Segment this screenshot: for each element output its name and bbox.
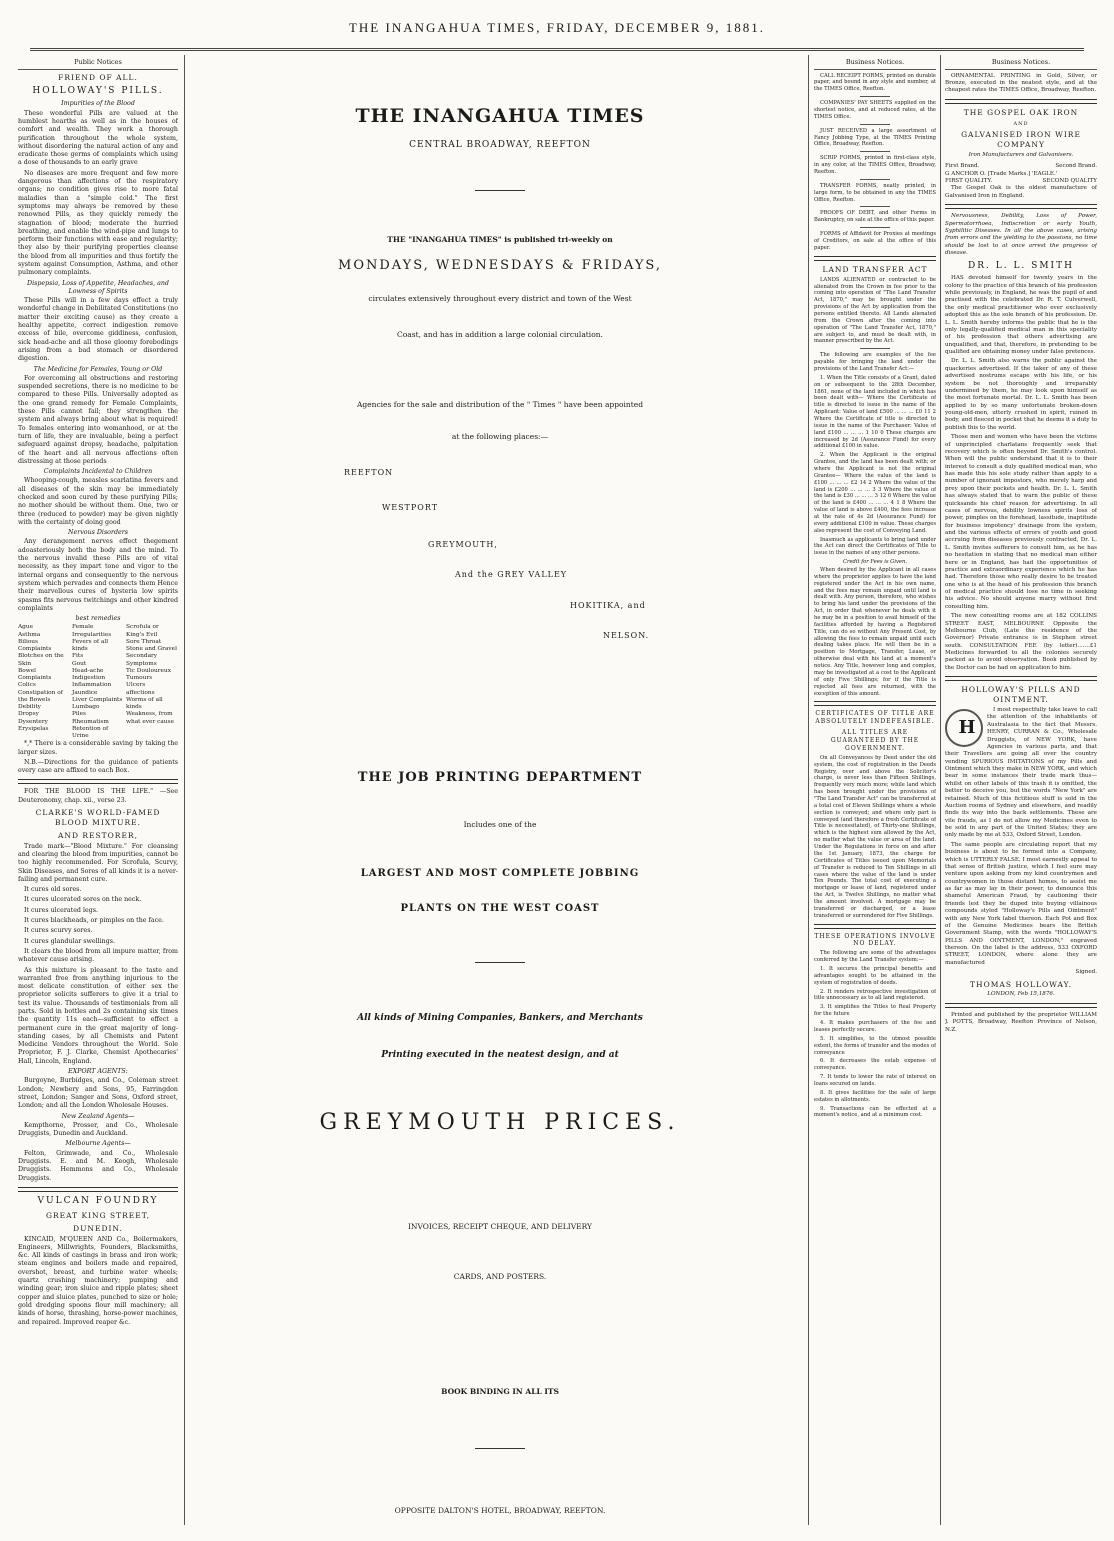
heading: CLARKE'S WORLD-FAMED BLOOD MIXTURE. — [35, 807, 161, 827]
paragraph: For overcoming all obstructions and restoring suspended secretions, there is no medicine to be compared to these Pills. Universally adopted as the one grand remedy for Female Complaints, these Pills cannot fail; they strengthen the system and always bring about what is required! To females entering into womanhood, or at the turn of life, they are invaluable, being a perfect safeguard against dropsy, headache, palpitation of the heart and all nervous affections often distressing at those periods — [18, 374, 178, 465]
remedy-item: Head-ache — [72, 667, 104, 674]
advantage-item: 6. It decreases the estab expense of conveyance. — [814, 1058, 936, 1072]
remedy-item: Blotches on the Skin — [18, 653, 64, 667]
subheading: best remedies — [75, 615, 121, 623]
remedy-item: Inflammation — [72, 682, 112, 689]
remedy-item: Weakness, from what ever cause — [126, 711, 174, 725]
heading: VULCAN FOUNDRY — [37, 1195, 159, 1206]
heading: AND — [1013, 120, 1029, 127]
ornament — [475, 190, 525, 191]
remedy-item: Tumours — [126, 675, 153, 682]
remedy-item: Constipation of the Bowels — [18, 689, 63, 703]
notice: PROOFS OF DEBT, and other Forms in Bankruptcy, on sale at the office of this paper. — [814, 210, 936, 224]
divider — [814, 701, 936, 706]
notice: CALL RECEIPT FORMS, printed on durable paper, and bound in any style and number, at the TIMES Office, Reefton. — [814, 72, 936, 93]
heading: HOLLOWAY'S PILLS AND OINTMENT. — [961, 685, 1081, 705]
remedy-item: Scrofula or King's Evil — [126, 624, 159, 638]
remedy-item: Erysipelas — [18, 725, 49, 732]
paragraph: On all Conveyances by Deed under the old system, the cost of registration in the Deeds Registry, over and above the Solicitor's charge, is never less than Fifteen Shillings, frequently very much more; while land which has been brought under the provisions of "The Land Transfer Act" can be transferred at a total cost of Eleven Shillings where a whole section is conveyed; and where only part is conveyed (and therefore a fresh Certificate of Title is necessitated), of Thirty-one Shillings, which is the highest sum allowed by the Act, no matter what the value or area of the land. Under the Regulations in force on and after the 1st January, 1873, the charge for Certificates of Titles issued upon Memorials of Transfer is reduced to Ten Shillings in all cases where the value of the land is under Ten Pounds. The total cost of executing a mortgage or lease of land, registered under the Act, is Twelve Shillings, no matter what the amount involved. A mortgage may be transferred or discharged, or a lease transferred or surrendered for Five Shillings. — [814, 754, 936, 919]
subheading: EXPORT AGENTS: — [68, 1068, 128, 1076]
advantage-item: 8. It gives facilities for the sale of large estates in allotments. — [814, 1089, 936, 1103]
cure-item: It cures blackheads, or pimples on the face. — [24, 917, 164, 925]
all-kinds-line: All kinds of Mining Companies, Bankers, and Merchants — [357, 1013, 643, 1023]
paragraph: Kempthorne, Prosser, and Co., Wholesale Druggists, Dunedin and Auckland. — [18, 1121, 178, 1138]
remedy-item: Lumbago — [72, 704, 100, 711]
heading: CERTIFICATES OF TITLE ARE ABSOLUTELY INDEFEASIBLE. — [815, 710, 935, 726]
remedy-item: Female Irregularities — [72, 624, 112, 638]
cure-item: It cures old sores. — [24, 886, 82, 894]
paragraph: FOR THE BLOOD IS THE LIFE." —See Deuteronomy, chap. xii., verse 23. — [18, 788, 178, 804]
remedy-item: Fevers of all kinds — [72, 638, 109, 653]
town-reefton: REEFTON — [344, 468, 394, 477]
remedy-item: Gout — [72, 660, 87, 667]
paragraph-text: I most respectfully take leave to call the attention of the inhabitants of Australasia to the fact that Messrs. HENRY, CURRAN & Co., Wholesale Druggists, of NEW YORK, have Agencies in various parts, and that their Travellers are going all over the country vending SPURIOUS IMITATIONS of my Pills and Ointment which they make in NEW YORK, and which bear in some instances their trade mark thus— whilst on other labels of this trash it is omitted, the better to deceive you, but the words "New York" are retained. Much of this fictitious stuff is sold in the Auction rooms of Sydney and elsewhere, and readily finds its way into the back settlements. These are vile frauds, as I do not allow my Medicines even to be sold in any part of the United States; they are only made by me at 533, Oxford Street, London. — [945, 707, 1097, 839]
remedy-item: Debility — [18, 704, 41, 711]
town-westport: WESTPORT — [382, 503, 439, 512]
cure-item: It cures glandular swellings. — [24, 937, 116, 945]
cards-line: CARDS, AND POSTERS. — [453, 1272, 547, 1281]
paragraph: Felton, Grimwade, and Co., Wholesale Druggists. E. and M. Keogh, Wholesale Druggists. Hemmons and Co., Wholesale Druggists. — [18, 1149, 178, 1182]
ornament — [475, 1448, 525, 1449]
town-greymouth: GREYMOUTH, — [428, 540, 498, 549]
imprint: Printed and published by the proprietor WILLIAM J. POTTS, Broadway, Reefton Province of Nelson, N.Z. — [945, 1011, 1097, 1033]
prices-line: GREYMOUTH PRICES. — [319, 1110, 681, 1135]
town-nelson: NELSON. — [603, 631, 650, 640]
printing-line: Printing executed in the neatest design, and at — [381, 1050, 619, 1060]
remedy-item: Liver Complaints — [72, 696, 123, 703]
bookbinding-line: BOOK BINDING IN ALL ITS — [441, 1387, 559, 1396]
heading: GALVANISED IRON WIRE COMPANY — [961, 130, 1081, 150]
first-brand: First Brand. — [945, 163, 980, 170]
signature-name: THOMAS HOLLOWAY. — [970, 979, 1072, 989]
paragraph: The following are some of the advantages conferred by the Land Transfer system:— — [814, 950, 936, 964]
heading: DR. L. L. SMITH — [968, 261, 1074, 272]
includes-line: Includes one of the — [463, 820, 537, 829]
paper-address: CENTRAL BROADWAY, REEFTON — [409, 140, 591, 150]
remedy-item: Stone and Gravel — [126, 646, 177, 653]
first-quality: FIRST QUALITY. — [945, 178, 993, 185]
divider — [814, 256, 936, 261]
paragraph: Trade mark—"Blood Mixture." For cleansing and clearing the blood from impurities, cannot be too highly recommended. For Scrofula, Scurvy, Skin Diseases, and Sores of all kinds it is a never-failing and permanent cure. — [18, 842, 178, 883]
column-business-notices — [814, 58, 936, 1528]
advantage-item: 9. Transactions can be effected at a moment's notice, and at a minimum cost. — [814, 1105, 936, 1119]
divider — [945, 1003, 1097, 1008]
remedy-item: Bowel Complaints — [18, 667, 52, 682]
masthead: THE INANGAHUA TIMES, FRIDAY, DECEMBER 9, 1881. — [348, 20, 766, 35]
heading: THE GOSPEL OAK IRON — [963, 107, 1079, 117]
paragraph: As this mixture is pleasant to the taste and warranted free from anything injurious to the most delicate constitution of either sex the proprietor solicits sufferers to give it a trial to test its value. Thousands of testimonials from all parts. Sold in bottles and 2s containing six times the quantity 11s each—sufficient to effect a permanent cure in the great majority of long-standing cases, by all Chemists and Patent Medicine Vendors throughout the World. Sole Proprietor, F. J. Clarke, Chemist Apothecaries' Hall, Lincoln, England. — [18, 966, 178, 1065]
town-hokitika: HOKITIKA, and — [570, 601, 646, 610]
subheading: Credit for Fees is Given. — [843, 559, 907, 566]
days-line: MONDAYS, WEDNESDAYS & FRIDAYS, — [338, 258, 662, 273]
subheading: New Zealand Agents— — [61, 1112, 135, 1120]
remedy-item: Worms of all kinds — [126, 696, 163, 711]
column-divider — [940, 55, 941, 1525]
trademark-stamp-icon: H — [945, 709, 983, 747]
notice: FORMS of Affidavit for Proxies at meetings of Creditors, on sale at the office of this paper. — [814, 231, 936, 251]
quality-row — [945, 178, 1097, 185]
paragraph: Whooping-cough, measles scarlatina fevers and all diseases of the skin may be immediately checked and soon cured by these purifying Pills; no mother should be without them. One, two or three (reduced to powder) may be given nightly with the certainty of doing good — [18, 477, 178, 526]
paragraph: Nervousness, Debility, Loss of Power, Spermatorrhoea, Indiscretion or early Youth, Syphilitic Diseases. In all the above cases, arising from errors and the yielding to the passions, no time should be lost to at once arrest the progress of disease. — [945, 213, 1097, 257]
column-business-notices-2 — [945, 58, 1097, 1528]
remedies-list — [18, 624, 178, 740]
column-public-notices — [18, 58, 178, 1528]
column-divider — [184, 55, 185, 1525]
plants-line: PLANTS ON THE WEST COAST — [400, 903, 600, 914]
paragraph: These Pills will in a few days effect a truly wonderful change in Debilitated Constitutions (no matter their exciting cause) as they create a healthy appetite, correct indigestion remove excess of bile, overcome giddiness, confusion, sick head-ache and all those gloomy forebodings arising from a bad stomach or disordered digestion. — [18, 297, 178, 363]
heading: LAND TRANSFER ACT — [822, 264, 928, 274]
circulates-line: circulates extensively throughout every district and town of the West — [368, 294, 632, 303]
subheading: Melbourne Agents— — [65, 1140, 131, 1148]
remedy-item: Dysentery — [18, 718, 48, 725]
top-rule — [30, 48, 1084, 49]
heading: HOLLOWAY'S PILLS. — [32, 86, 164, 97]
heading: FRIEND OF ALL. — [58, 72, 138, 82]
column-header: Business Notices. — [945, 58, 1097, 70]
paragraph: The new consulting rooms are at 182 COLLINS STREET EAST, MELBOURNE Opposite the Melbourne Club, (Late the residence of the Governor) Private entrance is in Stephen street south. CONSULTATION FEE (by letter).......£1 Medicines forwarded to all the colonies securely packed as to avoid observation. Book published by the Doctor can be had on application to him. — [945, 613, 1097, 671]
remedy-item: Rheumatism — [72, 718, 109, 725]
divider — [814, 924, 936, 929]
cure-item: It cures scurvy sores. — [24, 927, 93, 935]
remedy-item: Jaundice — [72, 689, 98, 696]
paper-title: THE INANGAHUA TIMES — [355, 105, 645, 127]
divider — [18, 779, 178, 784]
cure-item: It cures ulcerated sores on the neck. — [24, 896, 142, 904]
paragraph: The following are examples of the fee payable for bringing the land under the provisions of the Land Transfer Act:— — [814, 352, 936, 372]
column-header: Business Notices. — [814, 58, 936, 70]
notice: JUST RECEIVED a large assortment of Fancy Jobbing Type, at the TIMES Printing Office, Broadway, Reefton. — [814, 127, 936, 148]
coast-line: Coast, and has in addition a large colonial circulation. — [397, 330, 603, 339]
subheading: Dispepsia, Loss of Appetite, Headaches, and Lowness of Spirits — [27, 279, 169, 295]
paragraph: When desired by the Applicant in all cases where the proprietor applies to have the land registered under the Act in his own name, and the fees may remain unpaid until land is dealt with. Any person, therefore, who wishes to bring his land under the provisions of the Act, in order that whenever he deals with it he may be in a position to avail himself of the facilities afforded by having a Registered Title, can do so without Any Present Cost, by allowing the fees to remain unpaid until such dealing takes place. He will then be in a position to Mortgage, Transfer, Lease, or otherwise deal with his land at a moment's notice. Any Title, however long and complex, may be investigated at a cost to the Applicant of only Five Shillings; for if the Title is rejected all fees are returned, with the exception of this amount. — [814, 567, 936, 697]
places-line: at the following places:— — [451, 432, 549, 441]
heading: AND RESTORER, — [58, 830, 138, 840]
signed: Signed. — [1075, 969, 1097, 976]
notice: TRANSFER FORMS, neatly printed, in large form, to be obtained in any the TIMES Office, Reefton. — [814, 182, 936, 203]
remedy-item: Ulcers — [126, 682, 146, 689]
paragraph: The Gospel Oak is the oldest manufacture of Galvanised Iron in England. — [945, 185, 1097, 199]
agencies-line: Agencies for the sale and distribution of the " Times " have been appointed — [356, 400, 644, 409]
remedy-item: Indigestion — [72, 675, 106, 682]
paragraph: These wonderful Pills are valued at the humblest hearths as well as in the houses of comfort and wealth. They work a thorough purification throughout the whole system, without disordering the natural action of any and eradicate those germs of complaints which using a dose of thousands to an early grave — [18, 109, 178, 167]
notice: SCRIP FORMS, printed in first-class style, in any color, at the TIMES Office, Broadway, Reefton. — [814, 155, 936, 176]
remedies-column — [126, 624, 178, 740]
notice: COMPANIES' PAY SHEETS supplied on the shortest notice, and at reduced rates, at the TIMES Office. — [814, 100, 936, 120]
remedy-item: Piles — [72, 711, 87, 718]
paragraph: N.B.—Directions for the guidance of patients every case are affixed to each Box. — [18, 758, 178, 775]
remedy-item: Asthma — [18, 631, 41, 638]
largest-line: LARGEST AND MOST COMPLETE JOBBING — [360, 868, 640, 879]
advantages-list — [814, 966, 936, 1119]
subheading: The Medicine for Females, Young or Old — [33, 365, 163, 373]
advantage-item: 7. It tends to lower the rate of interest on loans secured on lands. — [814, 1074, 936, 1087]
signature-date: LONDON, Feb 15,1876. — [987, 991, 1055, 998]
paragraph: Dr. L. L. Smith also warns the public against the quackeries advertised. If the taker of any of these advertised nostrums escape with his life, or his system be not thoroughly and irreparably undermined by them, he may look upon himself as the most fortunate mortal. Dr. L. L. Smith has been applied to by so many unfortunate broken-down young-old-men, utterly crushed in spirit, ruined in body, and fleeced in pocket that he deems it a duty to publish this to the world. — [945, 358, 1097, 431]
paragraph: The same people are circulating report that my business is about to be formed into a Company, which is UTTERLY FALSE. I most earnestly appeal to that sense of British justice, which I feel sure may venture upon asking from my kind countrymen and countrywomen in those distant homes, to assist me as far as may lay in their power, to denounce this shameful American Fraud, by cautioning their friends lest they be duped into buying villainous compounds styled "Holloway's Pills and Ointment" with any New York label thereon. Each Pot and Box of the Genuine Medicines bears the British Government Stamp, with the words "HOLLOWAY'S PILLS AND OINTMENT, LONDON," engraved thereon. On the label is the address, 533 OXFORD STREET, LONDON, where alone they are manufactured — [945, 841, 1097, 966]
remedy-item: Bilious Complaints — [18, 638, 52, 653]
divider — [945, 204, 1097, 209]
remedies-column — [72, 624, 124, 740]
notice: ORNAMENTAL PRINTING in Gold, Silver, or Bronze, executed in the neatest style, and at the cheapest rates the TIMES Office, Broadway, Reefton. — [945, 72, 1097, 94]
paragraph: 2. When the Applicant is the original Grantee, and the land has been dealt with; or where the Applicant is not the original Grantee— Where the value of the land is £100 ... ... ... £2 14 2 Where the value of the land is £200 ... ... ... 3 3 Where the value of the land is £30 ... ... ... 3 12 6 Where the value of the land is £400 ... ... ... 4 1 8 Where the value of land is above £400, the fees increase at the rate of 4s 2d (Assurance Fund) for every additional £100 in value. These charges also represent the cost of Conveying Land. — [814, 452, 936, 534]
cures-list — [18, 886, 178, 964]
heading: ALL TITLES ARE GUARANTEED BY THE GOVERNMENT. — [830, 729, 920, 752]
remedy-item: Dropsy — [18, 711, 39, 718]
paragraph: KINCAID, M'QUEEN AND Co., Boilermakers, Engineers, Millwrights, Founders, Blacksmiths, &c. All kinds of castings in brass and iron work; steam engines and boilers made and repaired, overshot, breast, and turbine water wheels; quartz crushing machinery; pumping and winding gear; iron sluice and ripple plates; sheet copper and sluice plates, punched to size or hole; gold dredging spoons flour mill machinery; all kinds of horse, thrashing, horse-power machines, and repaired. Improved reaper &c. — [18, 1235, 178, 1326]
divider — [945, 99, 1097, 104]
advantage-item: 5. It simplifies, to the utmost possible extent, the forms of transfer and the modes of conveyance — [814, 1035, 936, 1056]
divider — [945, 676, 1097, 681]
invoices-line: INVOICES, RECEIPT CHEQUE, AND DELIVERY — [407, 1222, 593, 1231]
paragraph: HAS devoted himself for twenty years in the colony to the practice of this branch of his profession while previously, in England, he was the pupil of and practised with the celebrated Dr. R. T. Culverwell, the only medical practitioner who ever exclusively adopted this as the sole branch of his profession. Dr. L. L. Smith hereby informs the public that he is the only legally-qualified medical man in this speciality of his profession that others advertising are unqualified, and that, therefore, in pretending to be qualified are obtaining money under false pretences. — [945, 275, 1097, 356]
paragraph: No diseases are more frequent and few more dangerous than affections of the respiratory organs; no condition gives rise to more fatal maladies than a "simple cold." The first symptoms may always be removed by these renowned Pills, as they quickly remedy the stagnation of blood; moderate the hurried breathing, and enable the wind-pipe and lungs to perform their functions with ease and regularity; they also by their purifying properties cleanse the blood from all impurities and thus fortify the system against Consumption, Asthma, and other pulmonary complaints. — [18, 169, 178, 277]
subheading: Complaints Incidental to Children — [43, 468, 153, 476]
published-line: THE "INANGAHUA TIMES" is published tri-weekly on — [387, 235, 613, 244]
remedies-column — [18, 624, 70, 740]
second-quality: SECOND QUALITY — [1042, 178, 1097, 185]
paragraph — [945, 707, 1097, 840]
ornament — [475, 962, 525, 963]
advantage-item: 1. It secures the principal benefits and advantages sought to be attained in the system of registration of deeds. — [814, 966, 936, 986]
opposite-line: OPPOSITE DALTON'S HOTEL, BROADWAY, REEFTON. — [394, 1506, 606, 1515]
paragraph: LANDS ALIENATED or contracted to be alienated from the Crown in fee prior to the coming into operation of "The Land Transfer Act, 1870," may be brought under the provisions of the Act by application from the persons entitled thereto. All Lands alienated from the Crown after the coming into operation of "The Land Transfer Act, 1870," are subject to, and must be dealt with, in manner prescribed by the Act. — [814, 276, 936, 345]
heading: DUNEDIN. — [73, 1223, 123, 1233]
top-rule-2 — [30, 50, 1084, 51]
remedy-item: Ague — [18, 624, 34, 631]
remedy-item: Fits — [72, 653, 84, 660]
subheading: Impurities of the Blood — [61, 100, 135, 108]
second-brand: Second Brand. — [1055, 163, 1097, 170]
heading: GREAT KING STREET, — [45, 1210, 151, 1220]
column-header: Public Notices — [18, 58, 178, 70]
remedy-item: Secondary Symptoms — [126, 653, 158, 667]
advantage-item: 3. It simplifies the Titles to Real Property for the future — [814, 1004, 936, 1018]
paragraph: 1. When the Title consists of a Grant, dated on or subsequent to the 28th December, 1861, none of the land included in which has been dealt with— Where the Certificate of title is directed to issue in the name of the Applicant: Value of land £500 ... ... ... £0 11 2 Where the Certificate of title is directed to issue in the name of the Purchaser: Value of land £100 ... ... ... 1 10 0 These charges are increased by 2d (Assurance Fund) for every additional £100 in value. — [814, 374, 936, 450]
divider — [18, 1187, 178, 1192]
column-divider — [808, 55, 809, 1525]
heading: THESE OPERATIONS INVOLVE NO DELAY. — [814, 932, 936, 948]
paragraph: Any derangement nerves effect thegement adoasteriously both the body and the mind. To the nervous invalid these Pills are of vital necessity, as they impart tone and vigor to the internal organs and consequently to the nervous system which pervades and connects them Hence their marvellous cures of hysteria low spirits spasms fits nervous twitchings and other kindred complaints — [18, 538, 178, 612]
cure-item: It cures ulcerated legs. — [24, 906, 98, 914]
subheading: Iron Manufacturers and Galvanisers. — [968, 151, 1074, 158]
advantage-item: 2. It renders retrospective investigation of title unnecessary as to all land registered. — [814, 988, 936, 1002]
job-printing-heading: THE JOB PRINTING DEPARTMENT — [357, 770, 643, 785]
cure-item: It clears the blood from all impure matter, from whatever cause arising. — [18, 947, 178, 964]
paragraph: *,* There is a considerable saving by taking the larger sizes. — [18, 740, 178, 756]
remedy-item: Colics — [18, 682, 36, 689]
remedy-item: Tic Douloureux — [126, 667, 171, 674]
paragraph: Burgoyne, Burbidges, and Co., Coleman street London; Newbery and Sons, 95, Farringdon street, London; Sanger and Sons, Oxford street, London; and all the London Wholesale Houses. — [18, 1077, 178, 1110]
subheading: Nervous Disorders — [68, 529, 128, 537]
remedy-item: Sore Throat — [126, 638, 162, 645]
brand-marks: G ANCHOR O. [Trade Marks.] 'EAGLE.' — [945, 170, 1058, 177]
paragraph: Inasmuch as applicants to bring land under the Act can direct the Certificates of Title to issue in the names of any other persons. — [814, 536, 936, 557]
town-grey-valley: And the GREY VALLEY — [455, 570, 568, 579]
brand-row — [945, 163, 1097, 170]
advantage-item: 4. It makes purchasers of the fee and leases perfectly secure. — [814, 1020, 936, 1033]
remedy-item: affections — [126, 689, 155, 696]
remedy-item: Retention of Urine — [72, 725, 109, 739]
paragraph: Those men and women who have been the victims of unprincipled charlatans frequently seek that recovery which is often beyond Dr. Smith's control. When will the public understand that it is to their interest to consult a duly qualified medical man, who has made this his sole study rather than apply to a number of ignorant impostors, who merely harp and prey upon their pockets and health. Dr. L. L. Smith has always stated that to warn the public of these quicksands his chief reason for advertising. In all cases of nervous, debility lowness spirits loss of power, pimples on the forehead, lassitude, inaptitude for business impotency' drainage from the system, and the various effects of errors of youth and good accruing from diseases previously contracted, Dr. L. L. Smith invites sufferers to consult him, as he has no hesitation in stating that no medical man either here or in England, has had the opportunities of practice and extraordinary experience which he has had. Therefore those who really desire to be treated one who is at the head of his profession this branch of medical practice should lose no time in seeking his advice. No should anyone marry without first consulting him. — [945, 434, 1097, 610]
